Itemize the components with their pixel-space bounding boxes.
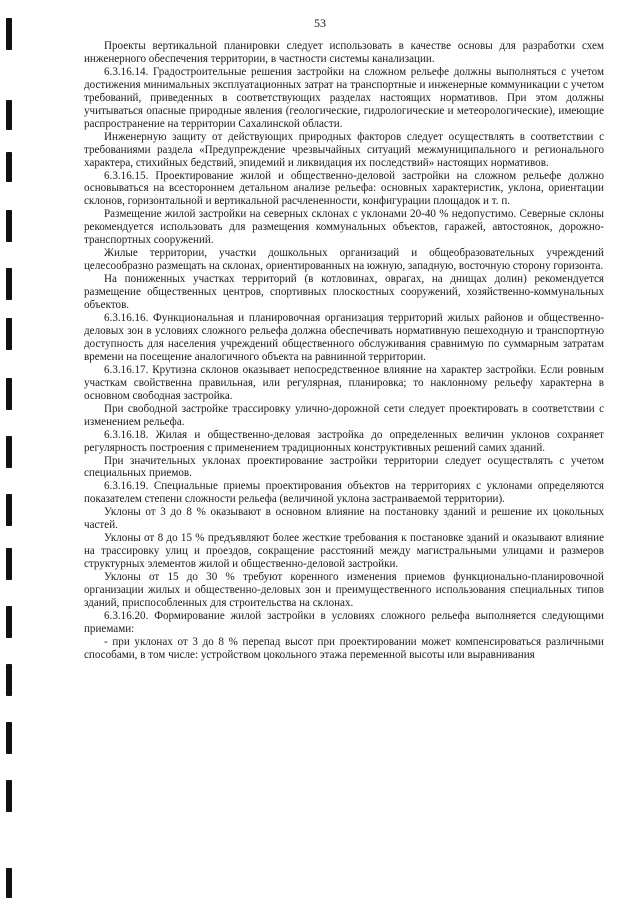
page-number: 53 <box>314 16 326 30</box>
paragraph: 6.3.16.20. Формирование жилой застройки в условиях сложного рельефа выполняется следующими приемами: <box>84 609 604 635</box>
paragraph: На пониженных участках территорий (в котловинах, оврагах, на днищах долин) рекомендуется размещение общественных центров, спортивных плоскостных сооружений, хозяйственно-коммунальных объектов. <box>84 273 604 312</box>
paragraph: Уклоны от 8 до 15 % предъявляют более жесткие требования к постановке зданий и оказывают влияние на трассировку улиц и проездов, сокращение расстояний между магистральными улицами и размеров структурных элементов жилой и общественно-деловой застройки. <box>84 532 604 571</box>
paragraph: При значительных уклонах проектирование застройки территории следует осуществлять с учетом специальных приемов. <box>84 454 604 480</box>
paragraph: Инженерную защиту от действующих природных факторов следует осуществлять в соответствии с требованиями раздела «Предупреждение чрезвычайных ситуаций межмуниципального и регионального характера, стихийных бедствий, эпидемий и ликвидация их последствий» настоящих нормативов. <box>84 130 604 169</box>
paragraph: - при уклонах от 3 до 8 % перепад высот при проектировании может компенсироваться различными способами, в том числе: устройством цокольного этажа переменной высоты или выравнивания <box>84 635 604 661</box>
paragraph: 6.3.16.19. Специальные приемы проектирования объектов на территориях с уклонами определяются показателем степени сложности рельефа (величиной уклона застраиваемой территории). <box>84 480 604 506</box>
paragraph: 6.3.16.15. Проектирование жилой и общественно-деловой застройки на сложном рельефе должно основываться на всестороннем детальном анализе рельефа: основных характеристик, уклона, ориентации склонов, горизонтальной и вертикальной расчлененности, конфигурации площадок и т. п. <box>84 169 604 208</box>
paragraph: Размещение жилой застройки на северных склонах с уклонами 20-40 % недопустимо. Северные склоны рекомендуется использовать для размещения коммунальных объектов, гаражей, автостоянок, дорожно-транспортных сооружений. <box>84 208 604 247</box>
paragraph: Уклоны от 15 до 30 % требуют коренного изменения приемов функционально-планировочной организации жилых и общественно-деловых зон и преимущественного использования специальных типов зданий, приспособленных для строительства на склонах. <box>84 571 604 609</box>
paragraph: Жилые территории, участки дошкольных организаций и общеобразовательных учреждений целесообразно размещать на склонах, ориентированных на южную, западную, восточную сторону горизонта. <box>84 247 604 273</box>
paragraph: 6.3.16.18. Жилая и общественно-деловая застройка до определенных величин уклонов сохраняет регулярность построения с применением традиционных конструктивных решений самих зданий. <box>84 428 604 454</box>
binding-holes <box>0 0 22 905</box>
paragraph: При свободной застройке трассировку улично-дорожной сети следует проектировать в соответствии с изменением рельефа. <box>84 402 604 428</box>
paragraph: 6.3.16.16. Функциональная и планировочная организация территорий жилых районов и общественно-деловых зон в условиях сложного рельефа должна обеспечивать нормативную пешеходную и транспортную доступность для населения учреждений общественного обслуживания сравнимую по суммарным затратам времени на посещение аналогичного объекта на равнинной территории. <box>84 312 604 363</box>
paragraph: Проекты вертикальной планировки следует использовать в качестве основы для разработки схем инженерного обеспечения территории, в частности системы канализации. <box>84 40 604 65</box>
paragraph: 6.3.16.14. Градостроительные решения застройки на сложном рельефе должны выполняться с учетом достижения минимальных эксплуатационных затрат на транспортные и инженерные коммуникации с учетом требований, приведенных в соответствующих разделах настоящих нормативов. При этом должны учитываться опасные природные явления (геологические, гидрологические и метеорологические), имеющие распространение на территории Сахалинской области. <box>84 65 604 130</box>
document-body <box>84 40 604 662</box>
paragraph: 6.3.16.17. Крутизна склонов оказывает непосредственное влияние на характер застройки. Если ровным участкам свойственна правильная, или регулярная, планировка; то наклонному рельефу характерна в основном свободная застройка. <box>84 363 604 402</box>
paragraph: Уклоны от 3 до 8 % оказывают в основном влияние на постановку зданий и решение их цокольных частей. <box>84 506 604 532</box>
